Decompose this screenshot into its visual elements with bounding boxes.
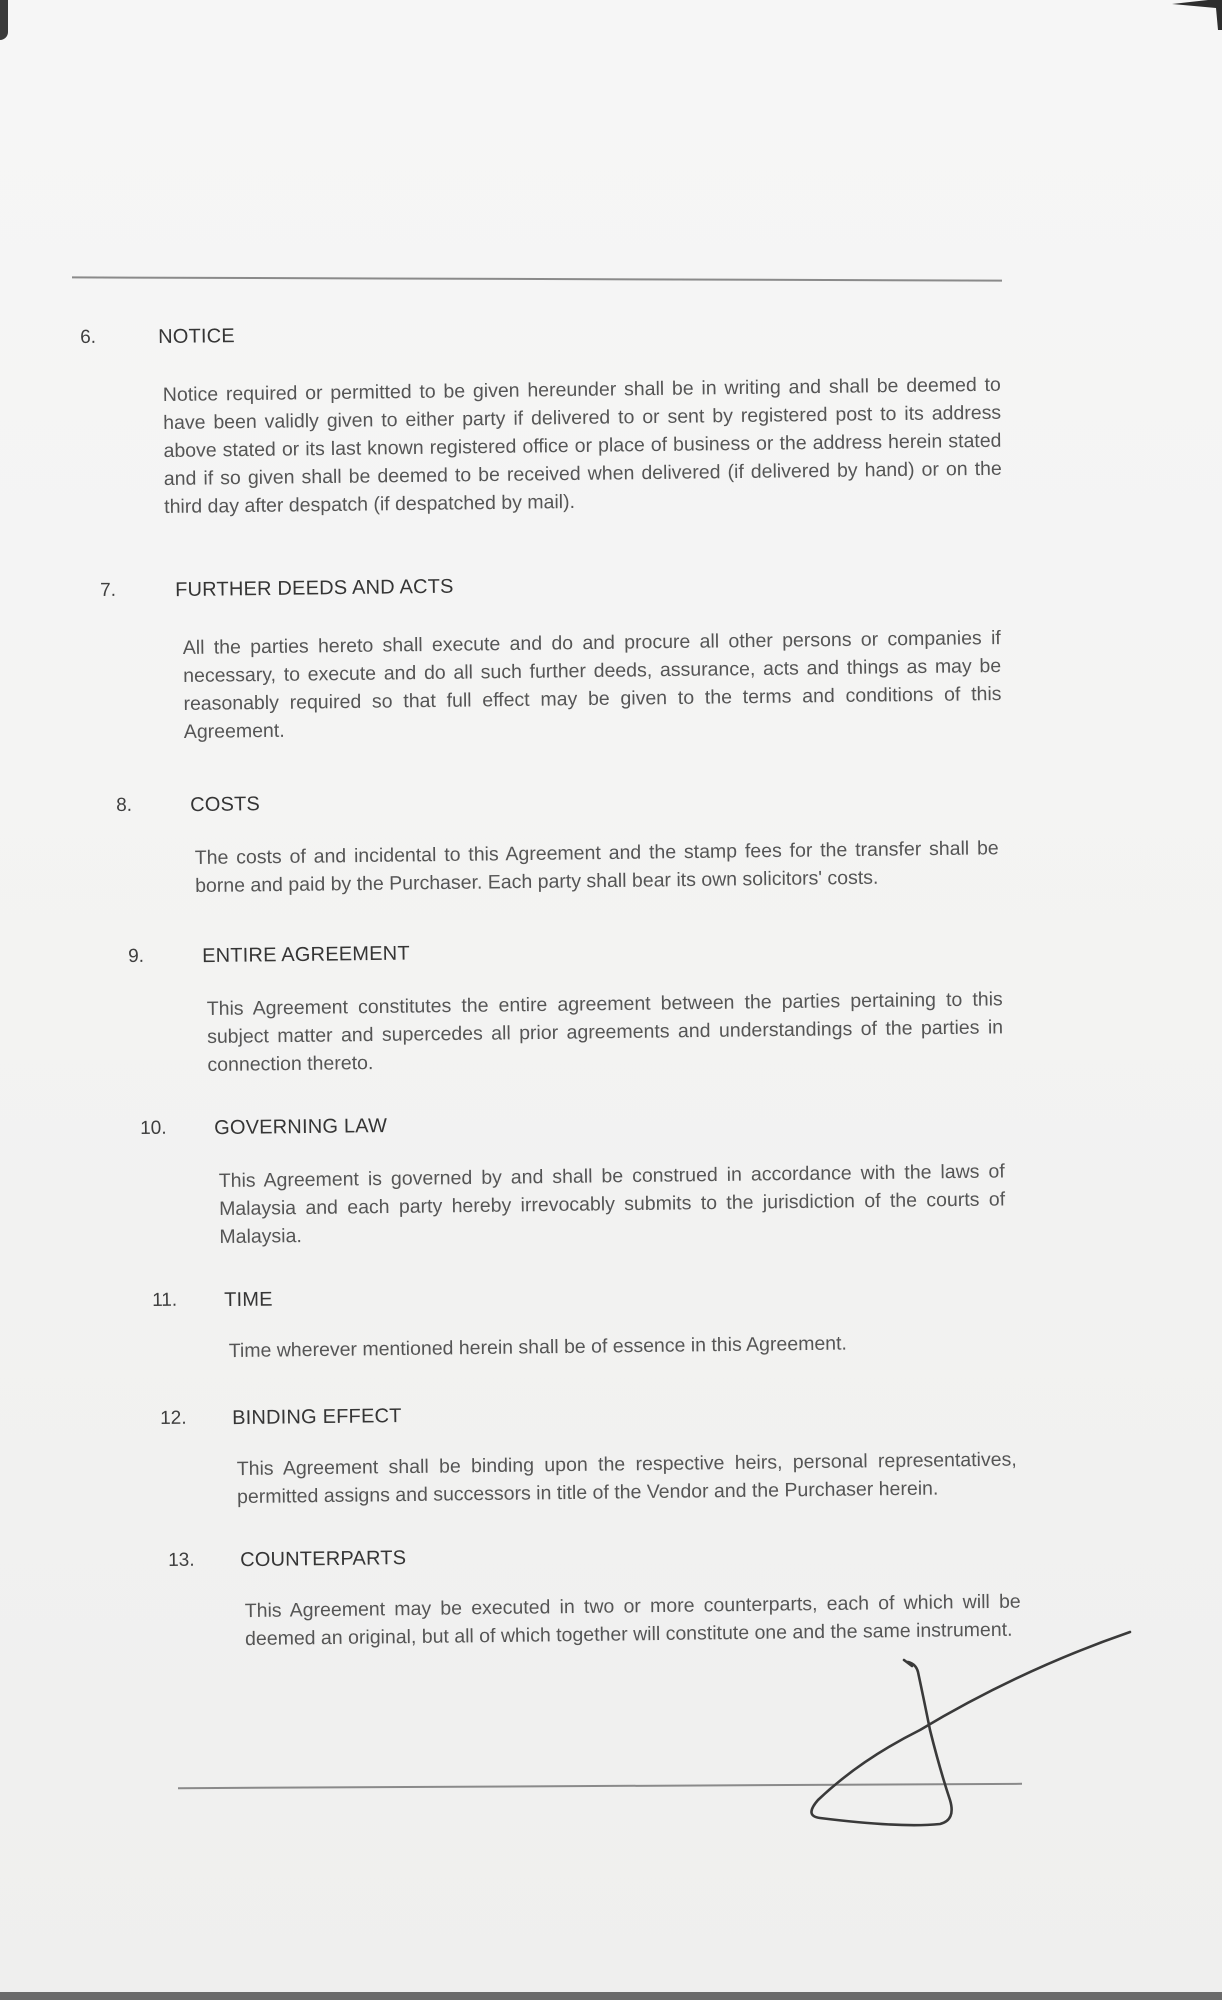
clause-number: 9. (128, 945, 145, 967)
page-corner-fold-icon (1172, 0, 1222, 30)
clause-6 (80, 315, 1080, 518)
signature-icon (800, 1620, 1140, 1840)
clause-10 (140, 1106, 1140, 1249)
clause-heading: TIME (223, 1288, 273, 1312)
clause-number: 7. (100, 579, 117, 601)
clause-body: This Agreement shall be binding upon the respective heirs, personal representatives, permitted assigns and successors in title of the Vendor and the Purchaser herein. (236, 1448, 1017, 1509)
clause-number: 6. (80, 326, 97, 348)
clause-number: 11. (152, 1289, 178, 1311)
clause-12 (160, 1396, 1160, 1509)
clause-8 (116, 783, 1116, 898)
bottom-page-edge (0, 1992, 1222, 2000)
page-corner-shadow (0, 0, 8, 40)
clause-heading: COUNTERPARTS (239, 1547, 407, 1572)
clause-number: 8. (116, 794, 133, 816)
clause-heading: COSTS (189, 793, 261, 817)
clause-heading: NOTICE (157, 325, 236, 349)
clause-body: This Agreement is governed by and shall be construed in accordance with the laws of Malaysia and each party hereby irrevocably submits to the jurisdiction of the courts of Malaysia. (218, 1160, 1006, 1249)
clause-body: Notice required or permitted to be given hereunder shall be in writing and shall be deemed to have been validly given to either party if delivered to or sent by registered post to its address above stated or its last known registered office or place of business or the address herein stated and if so given shall be deemed to be received when delivered (if delivered by hand) or on the third day after despatch (if despatched by mail). (162, 373, 1002, 518)
clause-number: 13. (168, 1549, 195, 1571)
clause-heading: ENTIRE AGREEMENT (201, 942, 410, 968)
top-divider-line (72, 276, 1002, 281)
clause-number: 12. (160, 1407, 187, 1429)
clause-body: All the parties hereto shall execute and do and procure all other persons or companies if necessary, to execute and do all such further deeds, assurance, acts and things as may be reasonably required so that full effect may be given to the terms and conditions of this Agreement. (182, 627, 1002, 743)
clause-11 (152, 1278, 1152, 1363)
clause-body: The costs of and incidental to this Agreement and the stamp fees for the transfer shall be borne and paid by the Purchaser. Each party shall bear its own solicitors' costs. (194, 837, 999, 898)
clause-heading: FURTHER DEEDS AND ACTS (174, 575, 454, 602)
clause-body: Time wherever mentioned herein shall be of essence in this Agreement. (228, 1332, 848, 1363)
clause-9 (128, 934, 1128, 1077)
clause-number: 10. (140, 1117, 167, 1139)
clause-heading: GOVERNING LAW (213, 1114, 388, 1140)
clause-body: This Agreement may be executed in two or more counterparts, each of which will be deemed an original, but all of which together will constitute one and the same instrument. (244, 1590, 1021, 1651)
clause-13 (168, 1538, 1168, 1651)
clause-heading: BINDING EFFECT (231, 1405, 402, 1430)
clause-7 (100, 568, 1100, 743)
clause-body: This Agreement constitutes the entire agreement between the parties pertaining to this subject matter and supercedes all prior agreements and understandings of the parties in connection thereto. (206, 988, 1004, 1077)
